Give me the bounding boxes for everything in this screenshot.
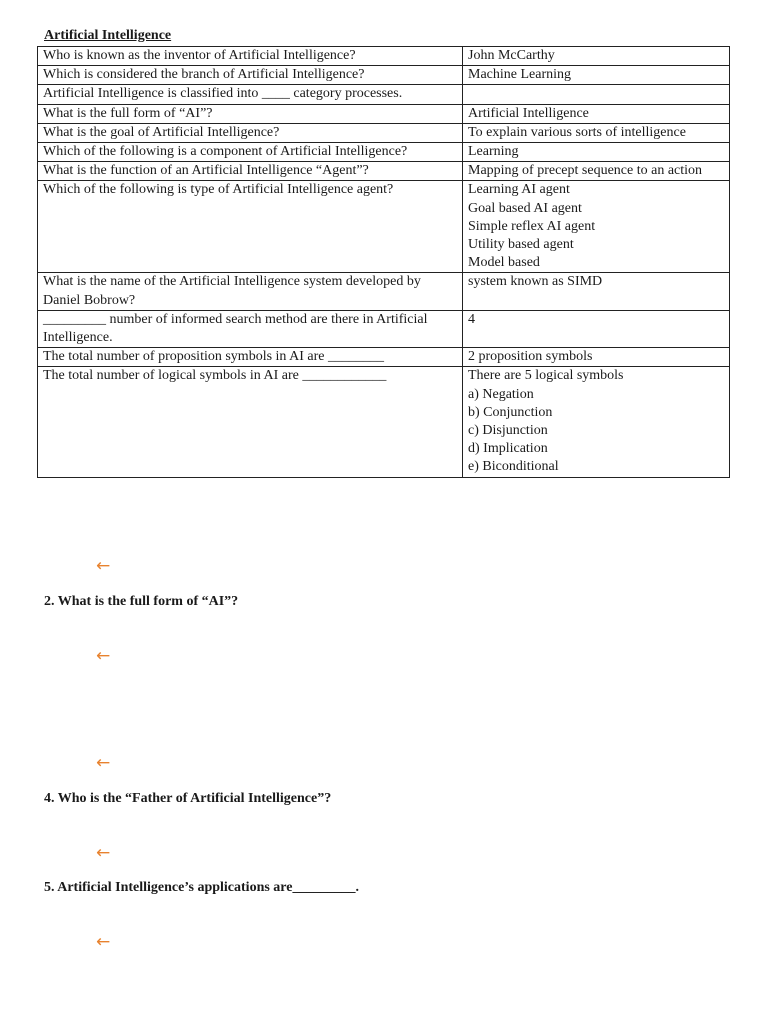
question-cell: What is the goal of Artificial Intelligence? bbox=[38, 123, 463, 142]
question-cell: Artificial Intelligence is classified into ____ category processes. bbox=[38, 85, 463, 104]
answer-cell bbox=[463, 66, 730, 85]
back-arrow-icon[interactable]: ← bbox=[96, 932, 111, 952]
answer-cell bbox=[463, 273, 730, 310]
back-arrow-icon[interactable]: ← bbox=[96, 646, 111, 666]
back-arrow-icon[interactable]: ← bbox=[96, 843, 111, 863]
answer-line: Utility based agent bbox=[468, 237, 574, 253]
question-cell: Which of the following is type of Artificial Intelligence agent? bbox=[38, 181, 463, 273]
answer-cell bbox=[463, 123, 730, 142]
qa-table bbox=[37, 46, 730, 478]
answer-cell bbox=[463, 367, 730, 477]
question-2: 2. What is the full form of “AI”? bbox=[44, 594, 239, 609]
table-row bbox=[38, 104, 730, 123]
answer-line: To explain various sorts of intelligence bbox=[468, 124, 686, 140]
back-arrow-icon[interactable]: ← bbox=[96, 753, 111, 773]
question-cell: Which of the following is a component of Artificial Intelligence? bbox=[38, 143, 463, 162]
answer-cell bbox=[463, 162, 730, 181]
answer-line: Simple reflex AI agent bbox=[468, 218, 596, 234]
answer-line: John McCarthy bbox=[468, 48, 555, 63]
answer-line: e) Biconditional bbox=[468, 459, 559, 475]
question-cell: The total number of logical symbols in AI are ____________ bbox=[38, 367, 463, 477]
table-row bbox=[38, 85, 730, 104]
answer-line: d) Implication bbox=[468, 441, 548, 457]
answer-line: Learning AI agent bbox=[468, 182, 570, 198]
answer-line: Learning bbox=[468, 144, 519, 160]
answer-line: Mapping of precept sequence to an action bbox=[468, 163, 703, 179]
table-row bbox=[38, 66, 730, 85]
answer-line: b) Conjunction bbox=[468, 404, 553, 420]
answer-cell bbox=[463, 181, 730, 273]
answer-cell bbox=[463, 104, 730, 123]
table-row bbox=[38, 348, 730, 367]
question-5: 5. Artificial Intelligence’s applications are_________. bbox=[44, 880, 359, 895]
answer-cell bbox=[463, 143, 730, 162]
table-row bbox=[38, 143, 730, 162]
table-row bbox=[38, 47, 730, 66]
question-cell: _________ number of informed search method are there in Artificial Intelligence. bbox=[38, 310, 463, 347]
table-row bbox=[38, 367, 730, 477]
question-cell: What is the full form of “AI”? bbox=[38, 104, 463, 123]
answer-line bbox=[468, 85, 724, 103]
answer-line: c) Disjunction bbox=[468, 423, 548, 439]
answer-line: a) Negation bbox=[468, 386, 534, 402]
answer-cell bbox=[463, 85, 730, 104]
question-cell: The total number of proposition symbols in AI are ________ bbox=[38, 348, 463, 367]
answer-cell bbox=[463, 310, 730, 347]
answer-line: There are 5 logical symbols bbox=[468, 368, 624, 384]
answer-line: Model based bbox=[468, 255, 540, 271]
table-row bbox=[38, 310, 730, 347]
document-title: Artificial Intelligence bbox=[44, 28, 172, 43]
question-cell: What is the function of an Artificial Intelligence “Agent”? bbox=[38, 162, 463, 181]
answer-line: Goal based AI agent bbox=[468, 200, 582, 216]
answer-line: 2 proposition symbols bbox=[468, 349, 593, 365]
question-cell: What is the name of the Artificial Intelligence system developed by Daniel Bobrow? bbox=[38, 273, 463, 310]
table-row bbox=[38, 273, 730, 310]
answer-cell bbox=[463, 47, 730, 66]
answer-line: 4 bbox=[468, 311, 475, 327]
table-row bbox=[38, 162, 730, 181]
question-cell: Which is considered the branch of Artificial Intelligence? bbox=[38, 66, 463, 85]
table-row bbox=[38, 123, 730, 142]
answer-line: Machine Learning bbox=[468, 67, 572, 83]
question-4: 4. Who is the “Father of Artificial Intelligence”? bbox=[44, 791, 332, 806]
answer-line: Artificial Intelligence bbox=[468, 105, 589, 121]
back-arrow-icon[interactable]: ← bbox=[96, 556, 111, 576]
answer-line: system known as SIMD bbox=[468, 274, 603, 290]
question-cell: Who is known as the inventor of Artificial Intelligence? bbox=[38, 47, 463, 66]
table-row bbox=[38, 181, 730, 273]
answer-cell bbox=[463, 348, 730, 367]
